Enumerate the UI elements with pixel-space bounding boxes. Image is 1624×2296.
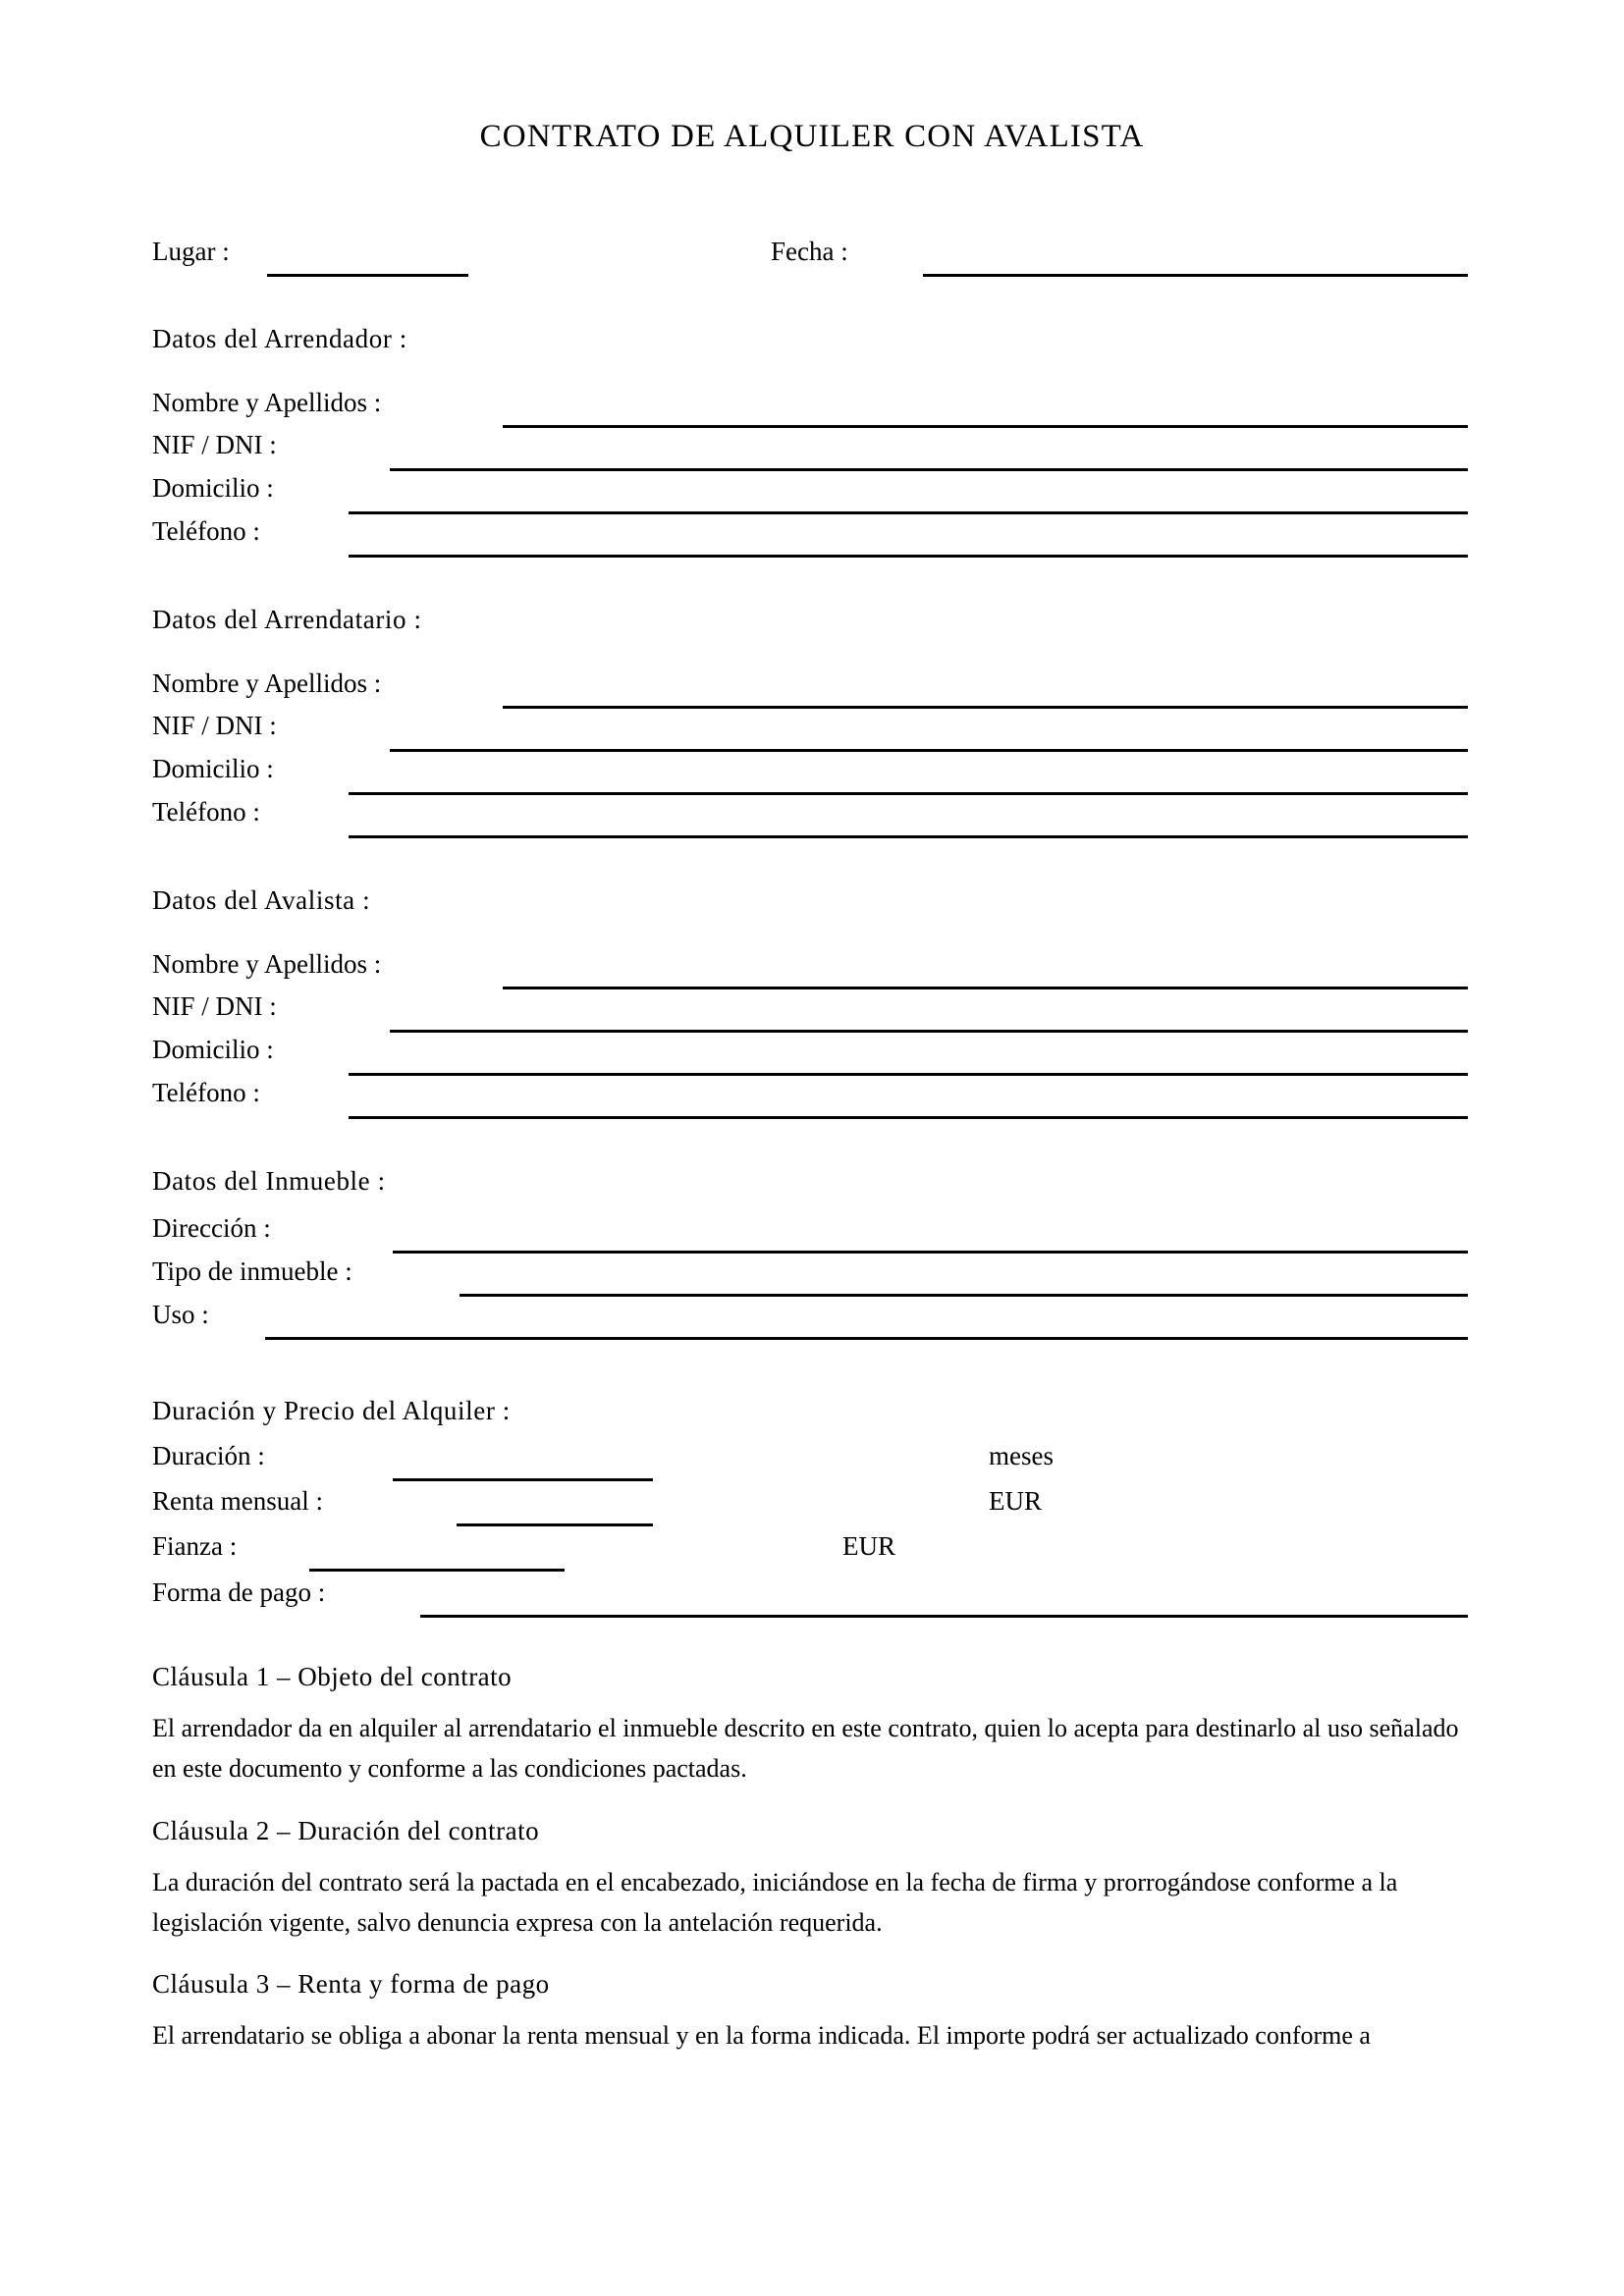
duration-input-line[interactable] <box>393 1478 653 1481</box>
rent-unit-label: EUR <box>989 1486 1042 1516</box>
tenant-nif-input-line[interactable] <box>390 749 1468 752</box>
rent-input-line[interactable] <box>457 1523 653 1526</box>
property-use-input-line[interactable] <box>265 1337 1468 1340</box>
property-section-heading: Datos del Inmueble : <box>152 1166 386 1196</box>
guarantor-section-heading: Datos del Avalista : <box>152 885 371 915</box>
duration-unit-label: meses <box>989 1441 1054 1470</box>
tenant-name-label: Nombre y Apellidos : <box>152 668 382 698</box>
guarantor-nif-input-line[interactable] <box>390 1030 1468 1033</box>
landlord-nif-label: NIF / DNI : <box>152 430 277 459</box>
clause-2-body: La duración del contrato será la pactada en el encabezado, iniciándose en la fecha de firma y prorrogándose conforme a la legislación vigente, salvo denuncia expresa con la antelación requerida. <box>152 1868 1398 1937</box>
page-title: CONTRATO DE ALQUILER CON AVALISTA <box>479 119 1145 154</box>
landlord-address-input-line[interactable] <box>349 511 1468 514</box>
guarantor-phone-label: Teléfono : <box>152 1078 260 1107</box>
landlord-name-label: Nombre y Apellidos : <box>152 388 382 417</box>
guarantor-name-input-line[interactable] <box>503 987 1468 989</box>
clause-2-heading: Cláusula 2 – Duración del contrato <box>152 1816 540 1845</box>
guarantor-address-input-line[interactable] <box>349 1073 1468 1076</box>
duration-label: Duración : <box>152 1441 265 1470</box>
guarantor-phone-input-line[interactable] <box>349 1116 1468 1119</box>
property-type-input-line[interactable] <box>460 1294 1468 1297</box>
payment-method-input-line[interactable] <box>420 1615 1468 1618</box>
place-input-line[interactable] <box>267 274 468 277</box>
property-address-label: Dirección : <box>152 1213 271 1243</box>
deposit-label: Fianza : <box>152 1531 238 1561</box>
clause-1-heading: Cláusula 1 – Objeto del contrato <box>152 1662 513 1691</box>
tenant-nif-label: NIF / DNI : <box>152 711 277 740</box>
terms-section-heading: Duración y Precio del Alquiler : <box>152 1396 511 1425</box>
clause-3-heading: Cláusula 3 – Renta y forma de pago <box>152 1969 550 1999</box>
landlord-name-input-line[interactable] <box>503 425 1468 428</box>
date-label: Fecha : <box>771 237 848 266</box>
clause-1-body: El arrendador da en alquiler al arrendatario el inmueble descrito en este contrato, quien lo acepta para destinarlo al uso señalado en este documento y conforme a las condiciones pactadas. <box>152 1714 1459 1783</box>
payment-method-label: Forma de pago : <box>152 1577 326 1607</box>
property-use-label: Uso : <box>152 1300 209 1329</box>
tenant-name-input-line[interactable] <box>503 706 1468 709</box>
landlord-address-label: Domicilio : <box>152 473 274 503</box>
date-input-line[interactable] <box>923 274 1468 277</box>
deposit-input-line[interactable] <box>309 1569 565 1572</box>
property-address-input-line[interactable] <box>393 1251 1468 1254</box>
landlord-phone-label: Teléfono : <box>152 516 260 546</box>
tenant-phone-input-line[interactable] <box>349 835 1468 838</box>
tenant-section-heading: Datos del Arrendatario : <box>152 605 422 634</box>
guarantor-address-label: Domicilio : <box>152 1035 274 1064</box>
clause-3-body: El arrendatario se obliga a abonar la renta mensual y en la forma indicada. El importe podrá ser actualizado conforme a <box>152 2021 1371 2050</box>
tenant-address-input-line[interactable] <box>349 792 1468 795</box>
deposit-unit-label: EUR <box>842 1531 895 1561</box>
rent-label: Renta mensual : <box>152 1486 323 1516</box>
guarantor-name-label: Nombre y Apellidos : <box>152 949 382 979</box>
guarantor-nif-label: NIF / DNI : <box>152 991 277 1021</box>
property-type-label: Tipo de inmueble : <box>152 1256 352 1286</box>
tenant-phone-label: Teléfono : <box>152 797 260 827</box>
landlord-phone-input-line[interactable] <box>349 555 1468 558</box>
landlord-section-heading: Datos del Arrendador : <box>152 324 407 353</box>
place-label: Lugar : <box>152 237 230 266</box>
landlord-nif-input-line[interactable] <box>390 468 1468 471</box>
tenant-address-label: Domicilio : <box>152 754 274 783</box>
